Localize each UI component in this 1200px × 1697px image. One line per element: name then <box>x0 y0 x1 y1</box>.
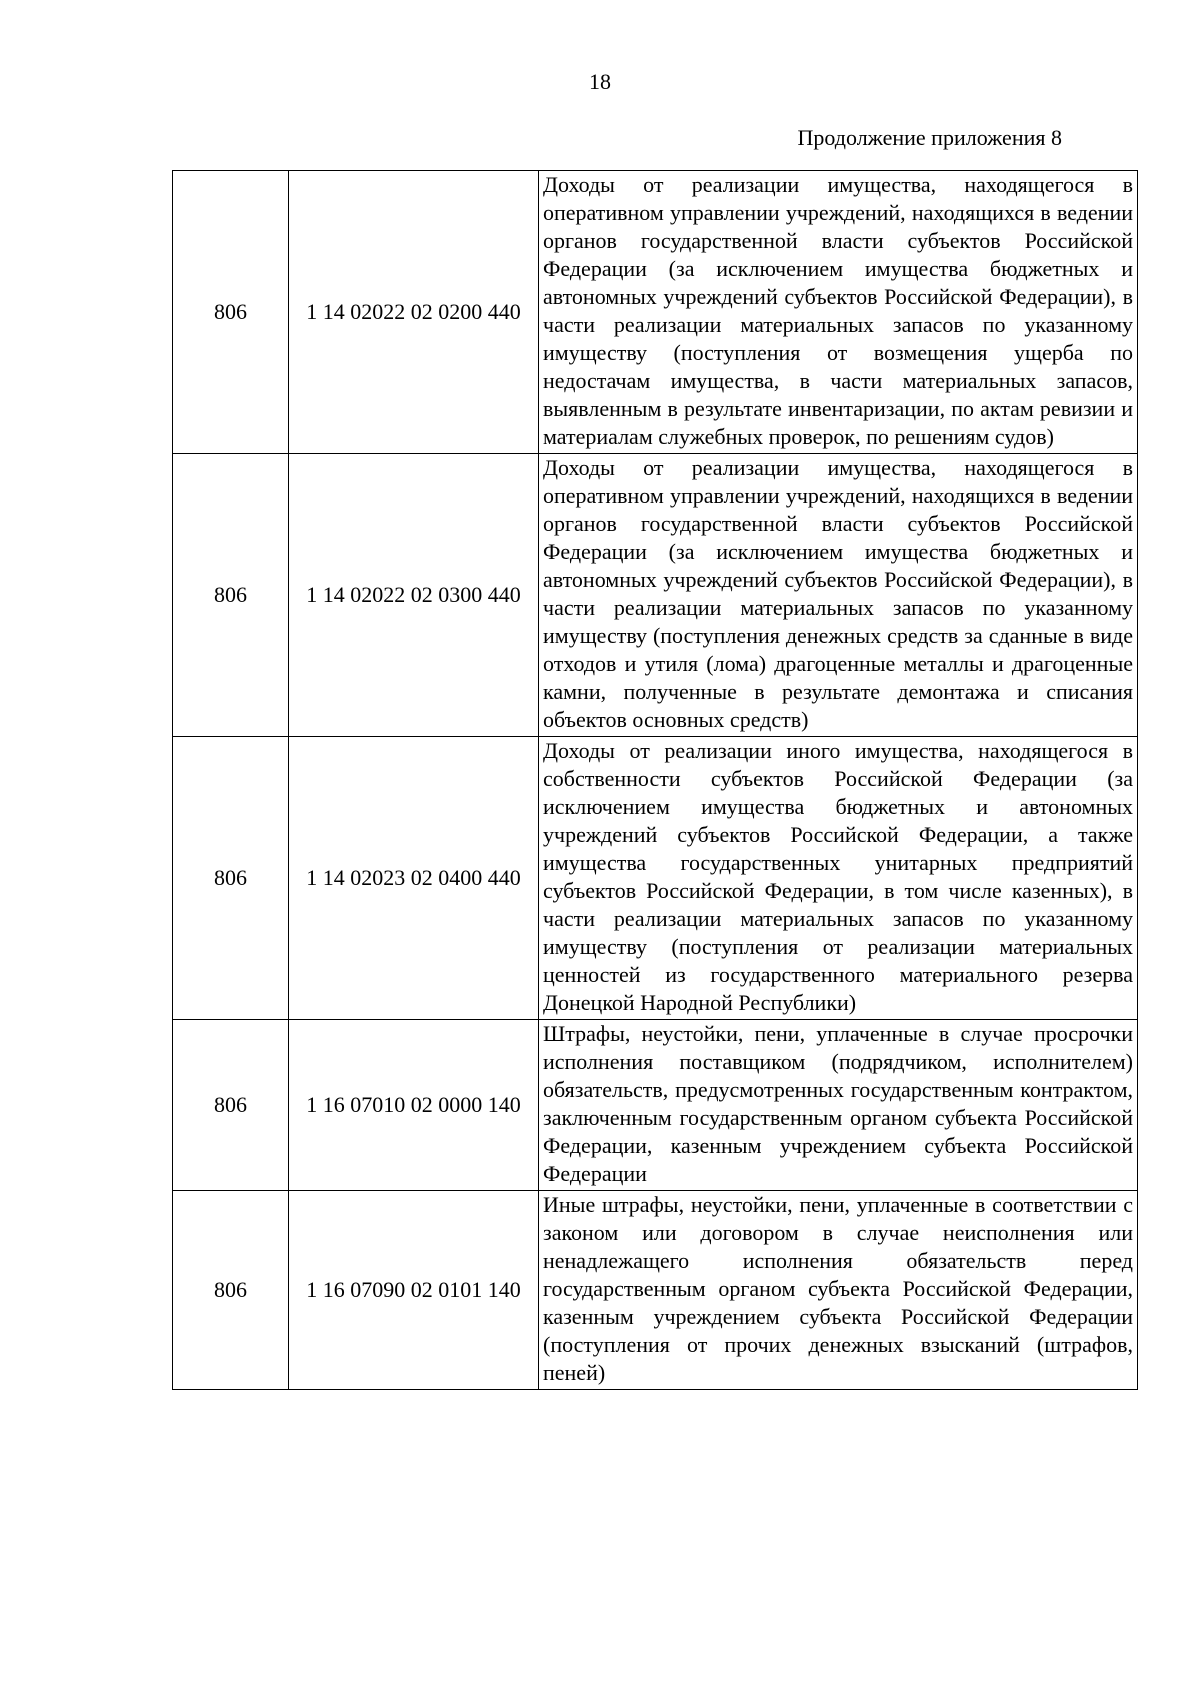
page-number: 18 <box>589 69 611 94</box>
admin-code-cell: 806 <box>173 454 289 737</box>
admin-code-cell: 806 <box>173 1020 289 1191</box>
revenue-codes-table <box>172 170 1138 1390</box>
admin-code-cell: 806 <box>173 737 289 1020</box>
table-row <box>173 1191 1138 1390</box>
table-row <box>173 737 1138 1020</box>
table-row <box>173 454 1138 737</box>
admin-code-cell: 806 <box>173 171 289 454</box>
kbk-code-cell: 1 14 02023 02 0400 440 <box>289 737 539 1020</box>
description-cell: Доходы от реализации иного имущества, находящегося в собственности субъектов Российской Федерации (за исключением имущества бюджетных и автономных учреждений субъектов Российской Федерации, а также имущества государственных унитарных предприятий субъектов Российской Федерации, в том числе казенных), в части реализации материальных запасов по указанному имуществу (поступления от реализации материальных ценностей из государственного материального резерва Донецкой Народной Республики) <box>539 737 1138 1020</box>
kbk-code-cell: 1 14 02022 02 0300 440 <box>289 454 539 737</box>
table-row <box>173 171 1138 454</box>
description-cell: Доходы от реализации имущества, находящегося в оперативном управлении учреждений, находящихся в ведении органов государственной власти субъектов Российской Федерации (за исключением имущества бюджетных и автономных учреждений субъектов Российской Федерации), в части реализации материальных запасов по указанному имуществу (поступления денежных средств за сданные в виде отходов и утиля (лома) драгоценные металлы и драгоценные камни, полученные в результате демонтажа и списания объектов основных средств) <box>539 454 1138 737</box>
description-cell: Штрафы, неустойки, пени, уплаченные в случае просрочки исполнения поставщиком (подрядчиком, исполнителем) обязательств, предусмотренных государственным контрактом, заключенным государственным органом субъекта Российской Федерации, казенным учреждением субъекта Российской Федерации <box>539 1020 1138 1191</box>
admin-code-cell: 806 <box>173 1191 289 1390</box>
description-cell: Доходы от реализации имущества, находящегося в оперативном управлении учреждений, находящихся в ведении органов государственной власти субъектов Российской Федерации (за исключением имущества бюджетных и автономных учреждений субъектов Российской Федерации), в части реализации материальных запасов по указанному имуществу (поступления от возмещения ущерба по недостачам имущества, в части материальных запасов, выявленным в результате инвентаризации, по актам ревизии и материалам служебных проверок, по решениям судов) <box>539 171 1138 454</box>
appendix-continuation-label: Продолжение приложения 8 <box>797 125 1062 150</box>
description-cell: Иные штрафы, неустойки, пени, уплаченные в соответствии с законом или договором в случае неисполнения или ненадлежащего исполнения обязательств перед государственным органом субъекта Российской Федерации, казенным учреждением субъекта Российской Федерации (поступления от прочих денежных взысканий (штрафов, пеней) <box>539 1191 1138 1390</box>
table-row <box>173 1020 1138 1191</box>
kbk-code-cell: 1 16 07090 02 0101 140 <box>289 1191 539 1390</box>
kbk-code-cell: 1 16 07010 02 0000 140 <box>289 1020 539 1191</box>
kbk-code-cell: 1 14 02022 02 0200 440 <box>289 171 539 454</box>
